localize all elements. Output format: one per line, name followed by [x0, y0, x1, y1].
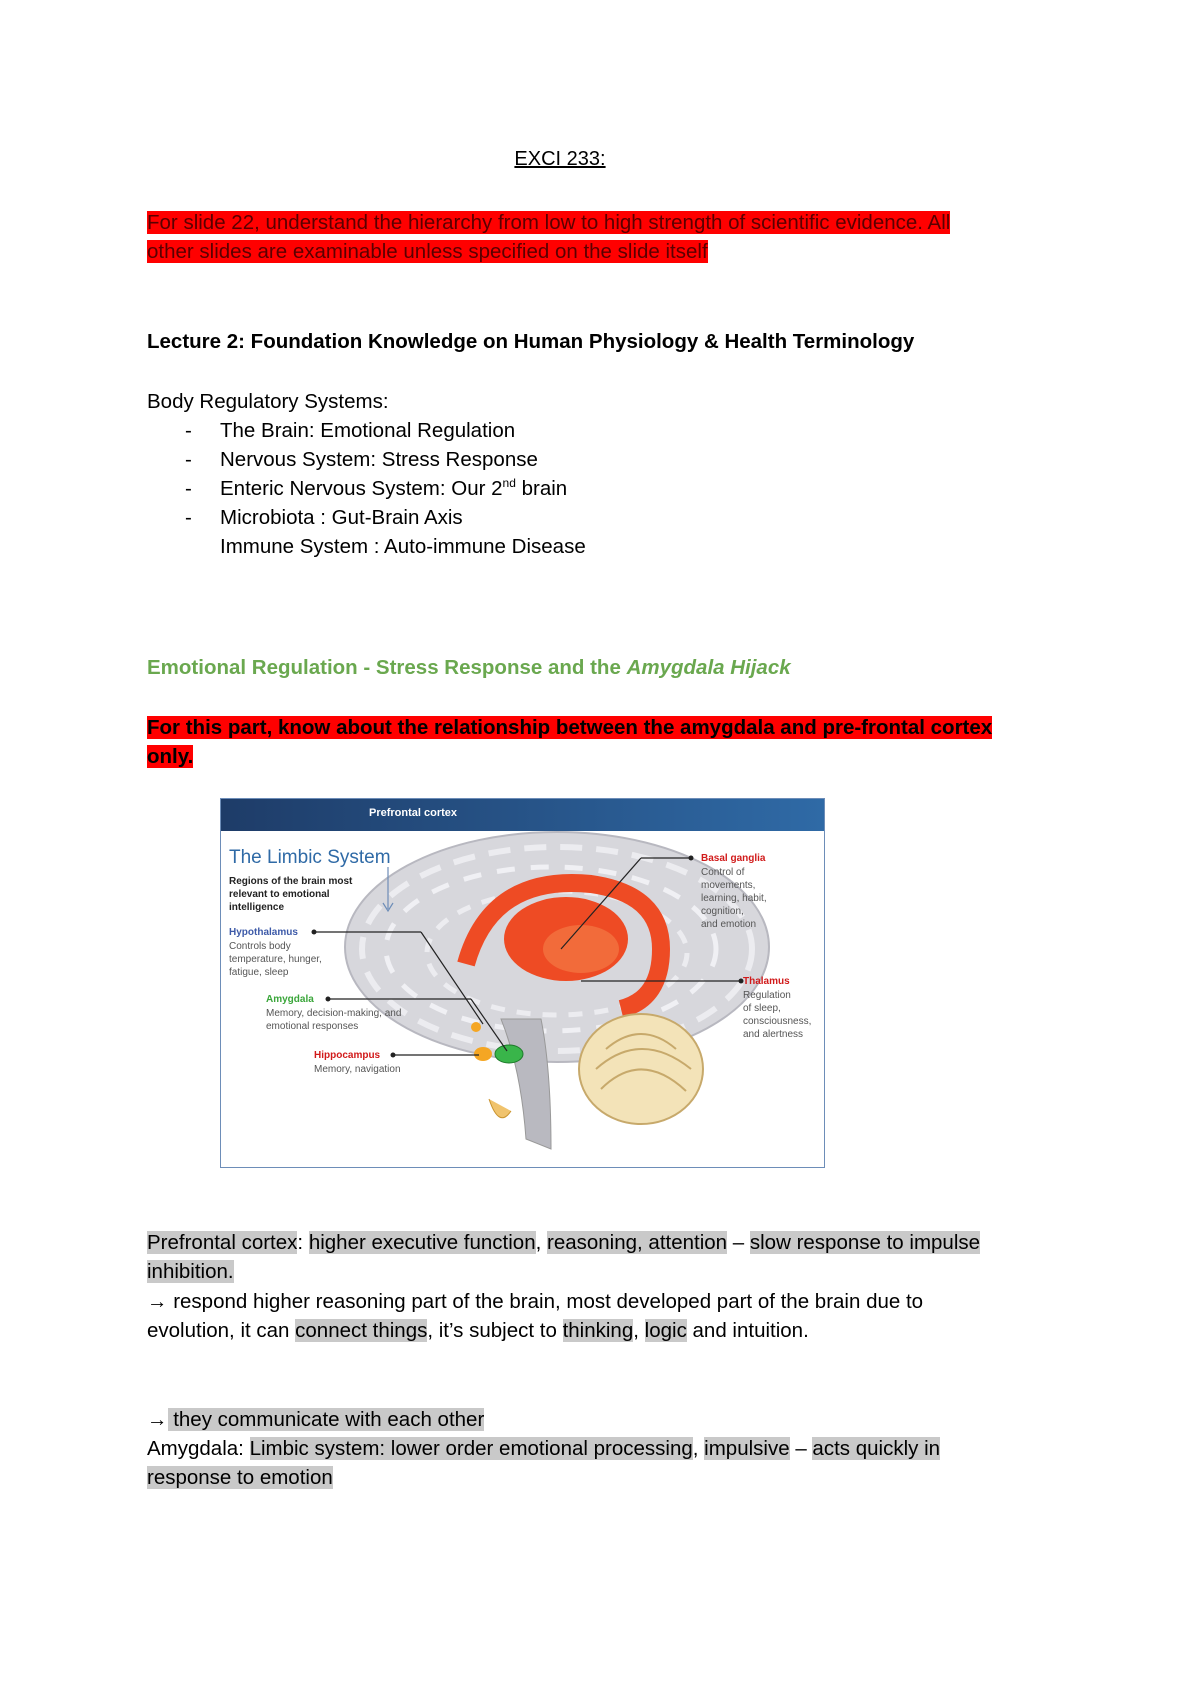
highlighted-phrase: connect things [295, 1319, 428, 1342]
prefrontal-line-2 [147, 1257, 234, 1286]
basal-ganglia-desc: movements, [701, 880, 756, 891]
exam-notice-line-1 [147, 208, 950, 237]
bullet-dash: - [185, 506, 192, 529]
thalamus-desc: and alertness [743, 1029, 804, 1040]
figure-subtitle-line: relevant to emotional [229, 889, 330, 900]
arrow-icon: → [147, 1408, 168, 1431]
bullet-dash: - [185, 448, 192, 471]
thalamus-desc: consciousness, [743, 1016, 812, 1027]
amygdala-term: Amygdala: [147, 1437, 250, 1460]
hippocampus-desc: Memory, navigation [314, 1064, 401, 1075]
highlighted-phrase: thinking [562, 1319, 634, 1342]
section-heading-text: Emotional Regulation - Stress Response and the [147, 656, 627, 679]
hypothalamus-desc: Controls body [229, 941, 291, 952]
text-span: , [633, 1319, 645, 1342]
systems-item-text: brain [515, 477, 568, 500]
systems-list-item [147, 416, 586, 445]
basal-ganglia-desc: cognition, [701, 906, 744, 917]
hypothalamus-label: Hypothalamus [229, 927, 298, 938]
figure-subtitle-line: intelligence [229, 902, 285, 913]
highlighted-phrase: response to emotion [147, 1466, 333, 1489]
highlighted-phrase: Limbic system: lower order emotional processing [249, 1437, 693, 1460]
text-span: and intuition. [686, 1319, 809, 1342]
text-span: evolution, it can [147, 1319, 296, 1342]
basal-ganglia-desc: Control of [701, 867, 745, 878]
respond-line-1 [147, 1287, 923, 1316]
hypothalamus-desc: fatigue, sleep [229, 967, 289, 978]
text-span: , it’s subject to [427, 1319, 563, 1342]
text-span: respond higher reasoning part of the brain, most developed part of the brain due to [167, 1290, 924, 1313]
amygdala-desc: Memory, decision-making, and [266, 1008, 402, 1019]
arrow-icon: → [147, 1290, 168, 1313]
exam-notice-text-2: other slides are examinable unless specified on the slide itself [147, 240, 708, 263]
lecture-heading: Lecture 2: Foundation Knowledge on Human Physiology & Health Terminology [147, 330, 915, 353]
highlighted-phrase: acts quickly in [812, 1437, 941, 1460]
respond-line-2 [147, 1316, 809, 1345]
systems-item-text: Enteric Nervous System: Our 2 [220, 477, 503, 500]
highlighted-phrase: impulsive [704, 1437, 790, 1460]
part-note-line-2 [147, 742, 193, 771]
text-span: – [789, 1437, 813, 1460]
thalamus-label: Thalamus [743, 976, 790, 987]
hippocampus-label: Hippocampus [314, 1050, 381, 1061]
amygdala-line-1 [147, 1434, 940, 1463]
amygdala-line-2 [147, 1463, 333, 1492]
systems-list-item [147, 474, 586, 503]
systems-list-item [147, 503, 586, 532]
highlighted-phrase: reasoning, attention [547, 1231, 728, 1254]
highlighted-phrase: logic [644, 1319, 687, 1342]
amygdala-desc: emotional responses [266, 1021, 359, 1032]
part-note-text-2: only. [147, 745, 194, 768]
section-heading-italic: Amygdala Hijack [626, 656, 791, 679]
systems-list-item [147, 532, 586, 561]
amygdala-label: Amygdala [266, 994, 314, 1005]
text-span: , [692, 1437, 705, 1460]
prefrontal-cortex-label: Prefrontal cortex [369, 807, 458, 819]
systems-list [147, 416, 586, 561]
systems-item-text: Microbiota : Gut-Brain Axis [220, 506, 463, 529]
prefrontal-line-1 [147, 1228, 980, 1257]
prefrontal-term: Prefrontal cortex [147, 1231, 298, 1254]
basal-ganglia-label: Basal ganglia [701, 853, 766, 864]
text-span: – [727, 1231, 750, 1254]
superscript: nd [502, 476, 516, 491]
thalamus-desc: Regulation [743, 990, 791, 1001]
hypothalamus-desc: temperature, hunger, [229, 954, 322, 965]
document-title: EXCI 233: [514, 148, 606, 170]
section-heading [147, 653, 791, 682]
limbic-system-figure [220, 798, 825, 1168]
part-note-text-1: For this part, know about the relationship between the amygdala and pre-frontal cortex [147, 716, 993, 739]
basal-ganglia-desc: learning, habit, [701, 893, 767, 904]
exam-notice-text-1: For slide 22, understand the hierarchy from low to high strength of scientific evidence. All [147, 211, 951, 234]
bullet-dash: - [185, 419, 192, 442]
bullet-dash: - [185, 477, 192, 500]
highlighted-phrase: they communicate with each other [167, 1408, 485, 1431]
systems-item-text: Nervous System: Stress Response [220, 448, 538, 471]
text-span: , [535, 1231, 547, 1254]
highlighted-phrase: inhibition. [147, 1260, 234, 1283]
systems-item-text: Immune System : Auto-immune Disease [220, 535, 586, 558]
exam-notice-line-2 [147, 237, 708, 266]
highlighted-phrase: higher executive function [308, 1231, 536, 1254]
highlighted-phrase: slow response to impulse [749, 1231, 981, 1254]
text-span: : [297, 1231, 309, 1254]
part-note-line-1 [147, 713, 992, 742]
systems-item-text: The Brain: Emotional Regulation [220, 419, 516, 442]
figure-subtitle-line: Regions of the brain most [229, 876, 353, 887]
basal-ganglia-desc: and emotion [701, 919, 757, 930]
communicate-line [147, 1405, 484, 1434]
figure-title: The Limbic System [229, 847, 391, 868]
thalamus-desc: of sleep, [743, 1003, 781, 1014]
systems-list-item [147, 445, 586, 474]
systems-heading: Body Regulatory Systems: [147, 390, 389, 413]
